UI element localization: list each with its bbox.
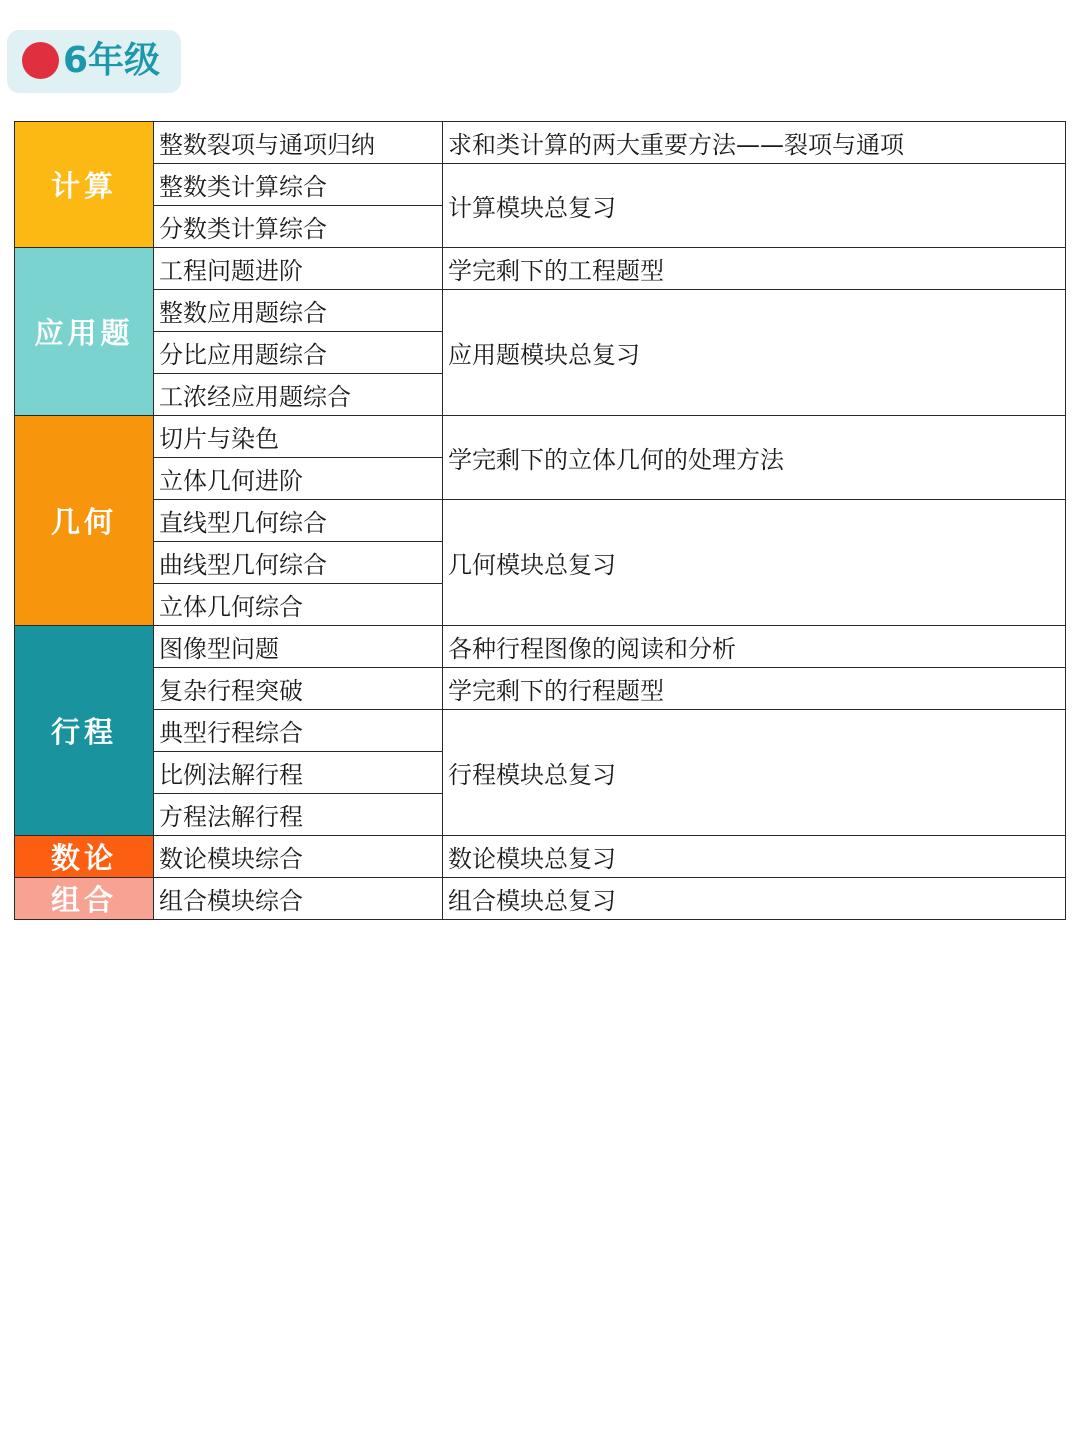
topic-cell: 复杂行程突破 [154, 668, 443, 710]
table-row [15, 668, 1066, 710]
lesson-cell: 求和类计算的两大重要方法——裂项与通项 [443, 122, 1066, 164]
lesson-cell: 几何模块总复习 [443, 500, 1066, 626]
lesson-cell: 各种行程图像的阅读和分析 [443, 626, 1066, 668]
topic-cell: 直线型几何综合 [154, 500, 443, 542]
table-row [15, 164, 1066, 206]
table-row [15, 290, 1066, 332]
topic-cell: 数论模块综合 [154, 836, 443, 878]
lesson-cell: 行程模块总复习 [443, 710, 1066, 836]
lesson-cell: 学完剩下的工程题型 [443, 248, 1066, 290]
category-number-theory: 数论 [15, 836, 154, 878]
topic-cell: 图像型问题 [154, 626, 443, 668]
grade-badge [7, 30, 181, 93]
lesson-cell: 组合模块总复习 [443, 878, 1066, 920]
table-row [15, 878, 1066, 920]
topic-cell: 分数类计算综合 [154, 206, 443, 248]
lesson-cell: 数论模块总复习 [443, 836, 1066, 878]
curriculum-table [14, 121, 1066, 920]
lesson-cell: 学完剩下的立体几何的处理方法 [443, 416, 1066, 500]
topic-cell: 立体几何综合 [154, 584, 443, 626]
table-row [15, 710, 1066, 752]
topic-cell: 整数裂项与通项归纳 [154, 122, 443, 164]
topic-cell: 整数类计算综合 [154, 164, 443, 206]
lesson-cell: 计算模块总复习 [443, 164, 1066, 248]
lesson-cell: 学完剩下的行程题型 [443, 668, 1066, 710]
table-row [15, 416, 1066, 458]
category-geometry: 几何 [15, 416, 154, 626]
category-application: 应用题 [15, 248, 154, 416]
table-row [15, 248, 1066, 290]
category-combinatorics: 组合 [15, 878, 154, 920]
table-row [15, 500, 1066, 542]
category-travel: 行程 [15, 626, 154, 836]
topic-cell: 工程问题进阶 [154, 248, 443, 290]
topic-cell: 立体几何进阶 [154, 458, 443, 500]
topic-cell: 整数应用题综合 [154, 290, 443, 332]
table-row [15, 836, 1066, 878]
lesson-cell: 应用题模块总复习 [443, 290, 1066, 416]
topic-cell: 典型行程综合 [154, 710, 443, 752]
topic-cell: 曲线型几何综合 [154, 542, 443, 584]
category-calc: 计算 [15, 122, 154, 248]
topic-cell: 工浓经应用题综合 [154, 374, 443, 416]
table-row [15, 626, 1066, 668]
grade-title: 6年级 [63, 40, 161, 81]
topic-cell: 比例法解行程 [154, 752, 443, 794]
topic-cell: 切片与染色 [154, 416, 443, 458]
red-dot-icon [22, 42, 59, 79]
topic-cell: 分比应用题综合 [154, 332, 443, 374]
table-row [15, 122, 1066, 164]
topic-cell: 方程法解行程 [154, 794, 443, 836]
topic-cell: 组合模块综合 [154, 878, 443, 920]
